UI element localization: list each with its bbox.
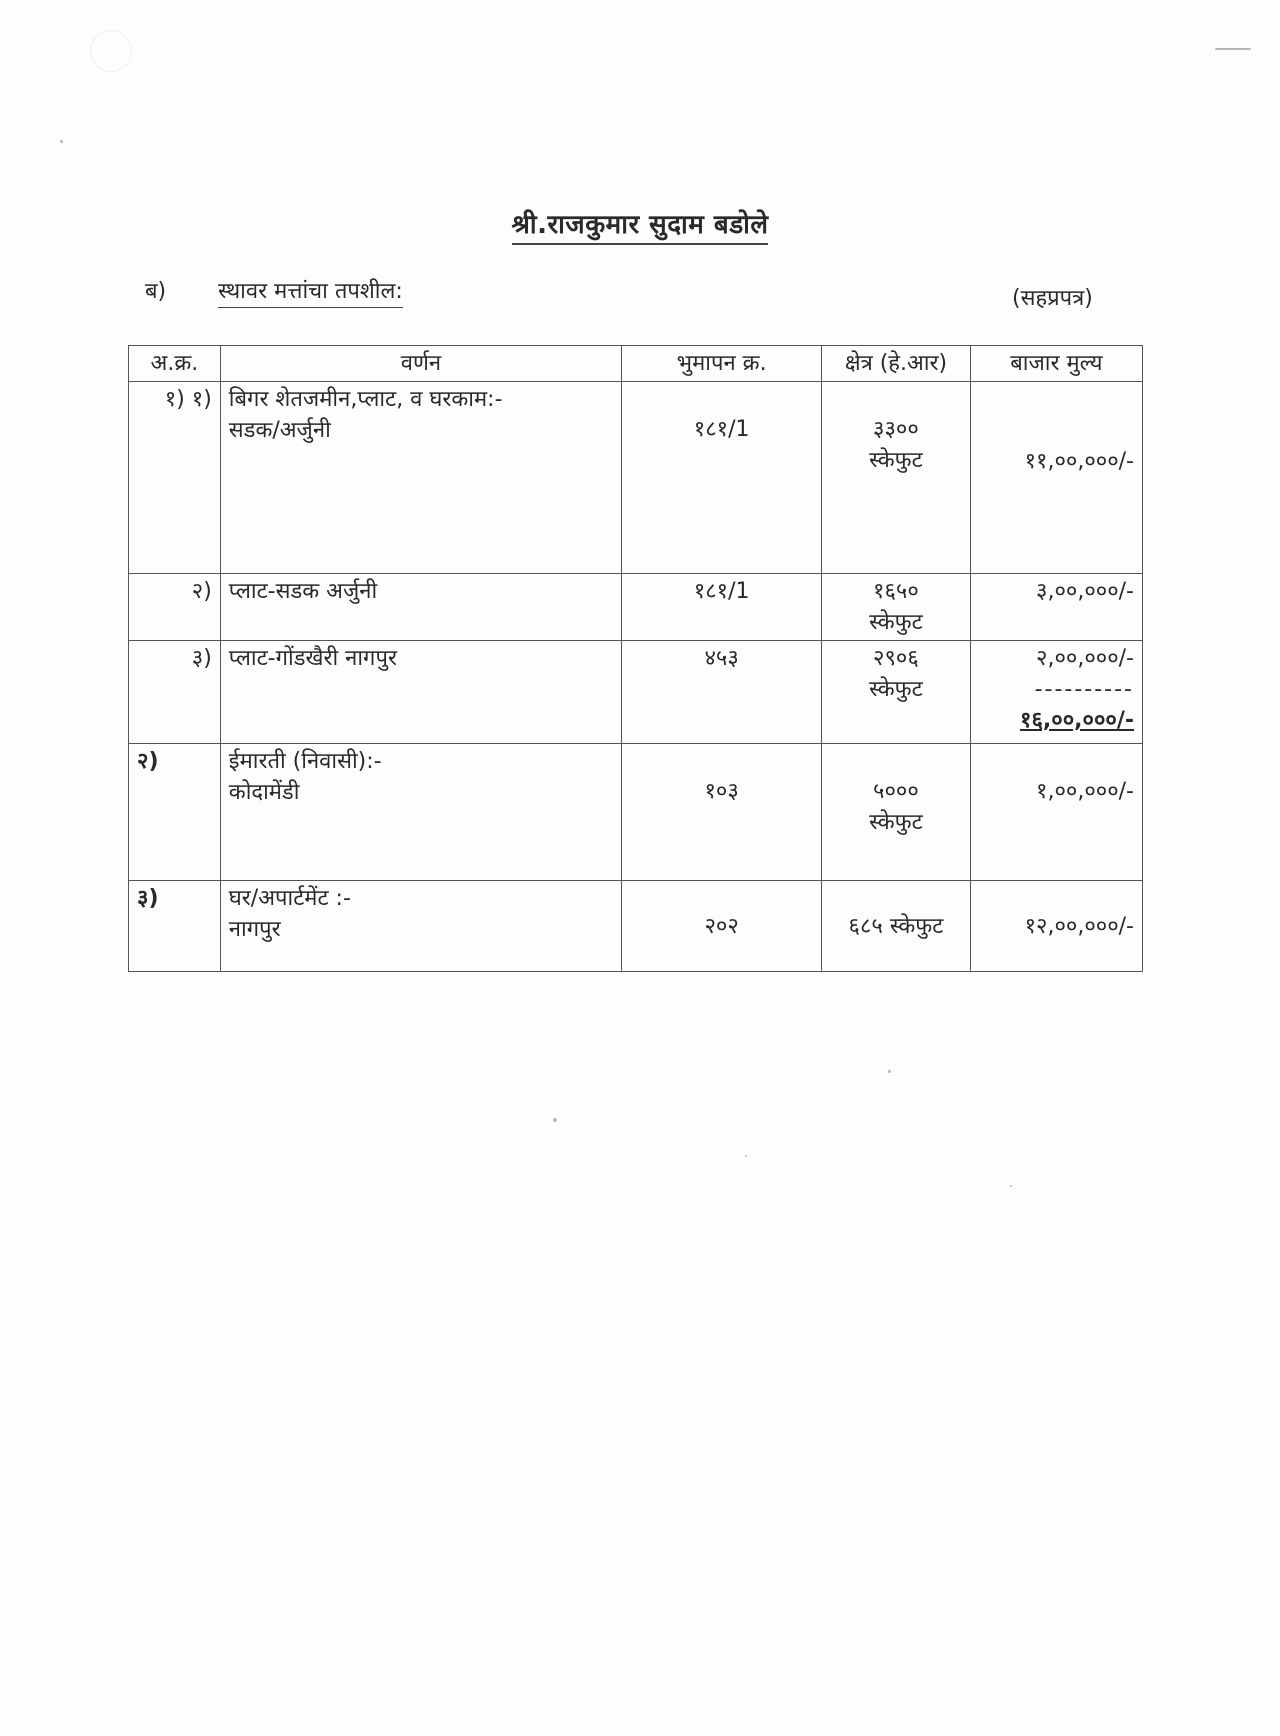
scan-speck xyxy=(60,140,63,143)
cell-sr: ३) xyxy=(129,641,221,744)
header-description: वर्णन xyxy=(220,346,621,382)
cell-sr: २) xyxy=(129,574,221,641)
area-value: ५००० xyxy=(873,779,919,804)
scan-speck xyxy=(1215,48,1251,50)
immovable-assets-table xyxy=(128,345,1143,972)
table-row xyxy=(129,881,1143,972)
cell-area xyxy=(822,382,971,574)
area-unit: स्केफुट xyxy=(869,810,923,835)
table-row xyxy=(129,382,1143,574)
scan-speck xyxy=(888,1070,891,1073)
area-value: ३३०० xyxy=(873,417,919,442)
description-line: प्लाट-सडक अर्जुनी xyxy=(228,579,378,604)
subtotal-dash-line: ---------- xyxy=(1034,677,1134,702)
faded-stamp-mark xyxy=(90,30,132,72)
header-market-value: बाजार मुल्य xyxy=(970,346,1142,382)
cell-market-value: ३,००,०००/- xyxy=(970,574,1142,641)
subtotal-value: १६,००,०००/- xyxy=(1020,708,1134,733)
cell-area xyxy=(822,574,971,641)
cell-description xyxy=(220,641,621,744)
cell-description xyxy=(220,881,621,972)
area-unit: स्केफुट xyxy=(869,677,923,702)
description-line: प्लाट-गोंडखैरी नागपुर xyxy=(228,646,397,671)
cell-description xyxy=(220,382,621,574)
section-marker: ब) xyxy=(145,279,167,304)
document-title xyxy=(0,205,1280,241)
table-row xyxy=(129,574,1143,641)
table-header-row xyxy=(129,346,1143,382)
description-line: ईमारती (निवासी):- xyxy=(228,749,382,774)
market-value: २,००,०००/- xyxy=(1036,646,1134,671)
description-line: नागपुर xyxy=(228,917,281,942)
cell-area xyxy=(822,641,971,744)
cell-sr: ३) xyxy=(129,881,221,972)
area-value: २९०६ xyxy=(873,646,919,671)
person-name: श्री.राजकुमार सुदाम बडोले xyxy=(512,210,769,245)
cell-sr: १) १) xyxy=(129,382,221,574)
description-line: घर/अपार्टमेंट :- xyxy=(228,886,351,911)
description-line: कोदामेंडी xyxy=(228,780,300,805)
annexure-label: (सहप्रपत्र) xyxy=(1012,286,1093,311)
cell-market-value: ११,००,०००/- xyxy=(970,382,1142,574)
header-survey-no: भुमापन क्र. xyxy=(622,346,822,382)
description-line: बिगर शेतजमीन,प्लाट, व घरकाम:- xyxy=(228,387,503,412)
section-heading: स्थावर मत्तांचा तपशील: xyxy=(218,275,403,308)
cell-area: ६८५ स्केफुट xyxy=(822,881,971,972)
area-unit: स्केफुट xyxy=(869,610,923,635)
scan-speck xyxy=(1010,1185,1012,1187)
area-value: १६५० xyxy=(873,579,919,604)
table-row xyxy=(129,744,1143,881)
header-sr: अ.क्र. xyxy=(129,346,221,382)
cell-description xyxy=(220,744,621,881)
cell-sr: २) xyxy=(129,744,221,881)
cell-description xyxy=(220,574,621,641)
cell-survey-no: १८१/1 xyxy=(622,382,822,574)
description-line: सडक/अर्जुनी xyxy=(228,418,331,443)
cell-survey-no: १८१/1 xyxy=(622,574,822,641)
area-unit: स्केफुट xyxy=(869,448,923,473)
scan-speck xyxy=(553,1118,557,1122)
scan-speck xyxy=(745,1155,747,1157)
cell-market-value: १२,००,०००/- xyxy=(970,881,1142,972)
cell-area xyxy=(822,744,971,881)
header-area: क्षेत्र (हे.आर) xyxy=(822,346,971,382)
cell-survey-no: २०२ xyxy=(622,881,822,972)
cell-survey-no: १०३ xyxy=(622,744,822,881)
cell-market-value: १,००,०००/- xyxy=(970,744,1142,881)
immovable-assets-table-wrapper xyxy=(128,345,1143,972)
cell-survey-no: ४५३ xyxy=(622,641,822,744)
cell-market-value xyxy=(970,641,1142,744)
table-row xyxy=(129,641,1143,744)
